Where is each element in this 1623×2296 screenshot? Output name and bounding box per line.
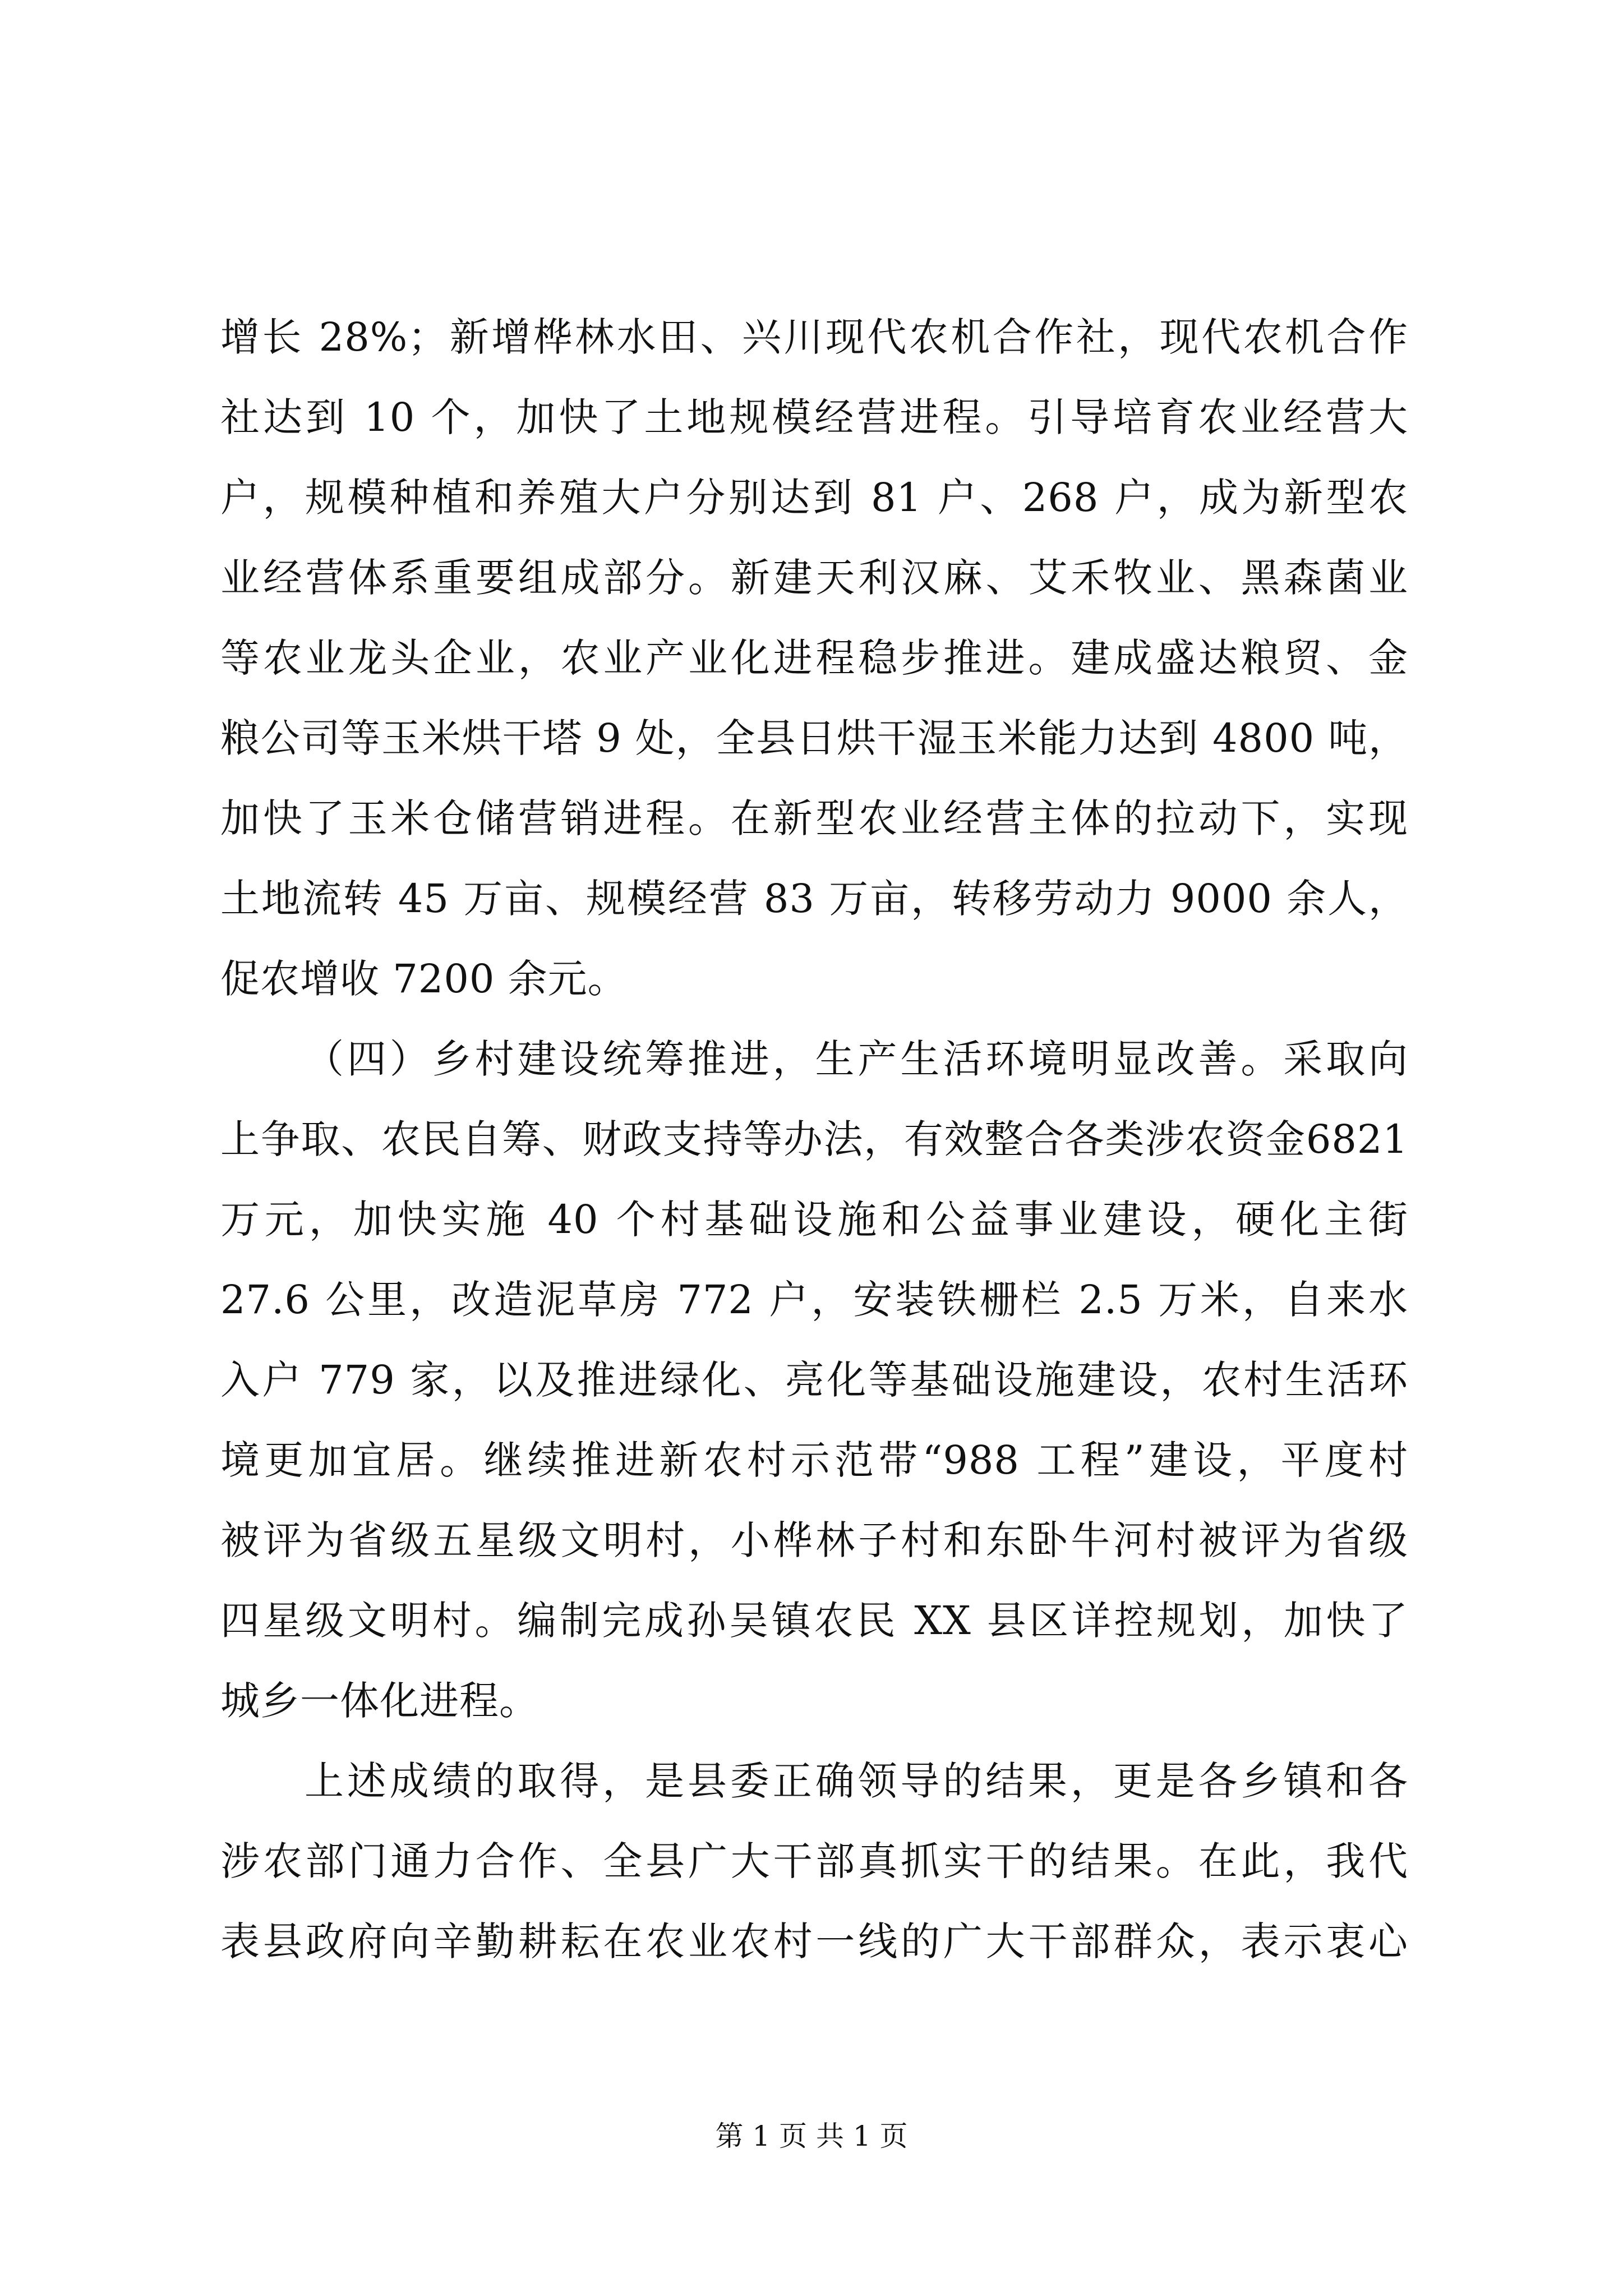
text-line: 被评为省级五星级文明村，小桦林子村和东卧牛河村被评为省级	[220, 1517, 1408, 1563]
text-line: 促农增收 7200 余元。	[220, 956, 628, 1002]
section-heading-line: （四）乡村建设统筹推进，生产生活环境明显改善。采取向	[305, 1036, 1408, 1082]
text-line: 27.6 公里，改造泥草房 772 户，安装铁栅栏 2.5 万米，自来水	[220, 1277, 1408, 1323]
page-footer: 第 1 页 共 1 页	[715, 2120, 908, 2152]
text-line: 境更加宜居。继续推进新农村示范带“988 工程”建设，平度村	[220, 1437, 1408, 1483]
text-line: 加快了玉米仓储营销进程。在新型农业经营主体的拉动下，实现	[220, 795, 1408, 841]
text-line: 社达到 10 个，加快了土地规模经营进程。引导培育农业经营大	[220, 394, 1408, 440]
text-line: 四星级文明村。编制完成孙吴镇农民 XX 县区详控规划，加快了	[220, 1598, 1408, 1644]
paragraph-first-line: 上述成绩的取得，是县委正确领导的结果，更是各乡镇和各	[305, 1758, 1408, 1804]
text-line: 入户 779 家，以及推进绿化、亮化等基础设施建设，农村生活环	[220, 1357, 1408, 1403]
text-line: 万元，加快实施 40 个村基础设施和公益事业建设，硬化主街	[220, 1197, 1408, 1243]
text-line: 增长 28%；新增桦林水田、兴川现代农机合作社，现代农机合作	[220, 314, 1408, 360]
text-line: 业经营体系重要组成部分。新建天利汉麻、艾禾牧业、黑森菌业	[220, 555, 1408, 601]
text-line: 土地流转 45 万亩、规模经营 83 万亩，转移劳动力 9000 余人，	[220, 876, 1408, 922]
text-line: 城乡一体化进程。	[220, 1678, 539, 1724]
text-line: 涉农部门通力合作、全县广大干部真抓实干的结果。在此，我代	[220, 1838, 1408, 1884]
text-line: 上争取、农民自筹、财政支持等办法，有效整合各类涉农资金6821	[220, 1116, 1408, 1162]
text-line: 户，规模种植和养殖大户分别达到 81 户、268 户，成为新型农	[220, 475, 1408, 521]
document-body	[220, 297, 1408, 1982]
text-line: 等农业龙头企业，农业产业化进程稳步推进。建成盛达粮贸、金	[220, 635, 1408, 681]
text-line: 粮公司等玉米烘干塔 9 处，全县日烘干湿玉米能力达到 4800 吨，	[220, 715, 1408, 761]
text-line: 表县政府向辛勤耕耘在农业农村一线的广大干部群众，表示衷心	[220, 1918, 1408, 1964]
